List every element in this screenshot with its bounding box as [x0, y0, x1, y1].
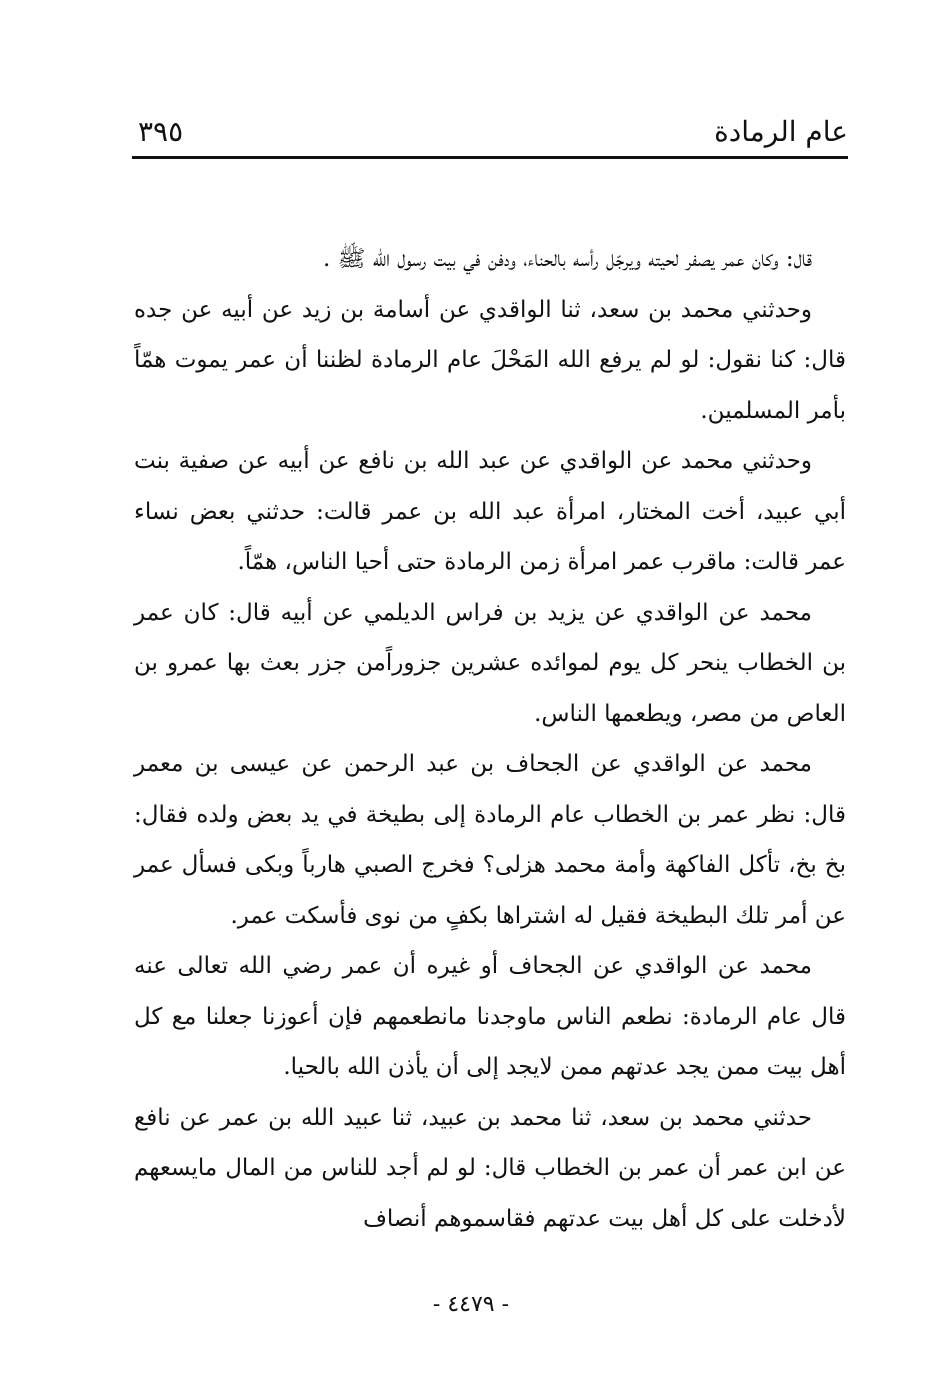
paragraph-7: حدثني محمد بن سعد، ثنا محمد بن عبيد، ثنا عبيد الله بن عمر عن نافع عن ابن عمر أن عمر بن الخطاب قال: لو لم أجد للناس من المال مايسعهم لأدخلت على كل أهل بيت عدتهم فقاسموهم أنصاف [134, 1104, 846, 1232]
paragraph-6: محمد عن الواقدي عن الجحاف أو غيره أن عمر رضي الله تعالى عنه قال عام الرمادة: نطعم الناس ماوجدنا مانطعمهم فإن أعوزنا جعلنا مع كل أهل بيت ممن يجد عدتهم ممن لايجد إلى أن يأذن الله بالحيا. [134, 953, 846, 1080]
paragraph-5: محمد عن الواقدي عن الجحاف بن عبد الرحمن عن عيسى بن معمر قال: نظر عمر بن الخطاب عام الرمادة إلى بطيخة في يد بعض ولده فقال: بخ بخ، تأكل الفاكهة وأمة محمد هزلى؟ فخرج الصبي هارباً وبكى فسأل عمر عن أمر تلك البطيخة فقيل له اشتراها بكفٍ من نوى فأسكت عمر. [134, 751, 846, 929]
header-rule [132, 156, 848, 159]
paragraph-4: محمد عن الواقدي عن يزيد بن فراس الديلمي عن أبيه قال: كان عمر بن الخطاب ينحر كل يوم لموائده عشرين جزوراًمن جزر بعث بها عمرو بن العاص من مصر، ويطعمها الناس. [134, 599, 846, 727]
body-text [134, 234, 846, 1244]
footer-page-number: - ٤٤٧٩ - [432, 1292, 510, 1317]
page-number: ٣٩٥ [138, 115, 184, 148]
paragraph-3: وحدثني محمد عن الواقدي عن عبد الله بن نافع عن أبيه عن صفية بنت أبي عبيد، أخت المختار، امرأة عبد الله بن عمر قالت: حدثني بعض نساء عمر قالت: ماقرب عمر امرأة زمن الرمادة حتى أحيا الناس، همّاً. [134, 448, 846, 575]
running-title: عام الرمادة [714, 115, 848, 148]
running-header [132, 112, 848, 160]
paragraph-2: وحدثني محمد بن سعد، ثنا الواقدي عن أسامة بن زيد عن أبيه عن جده قال: كنا نقول: لو لم يرفع الله المَحْلَ عام الرمادة لظننا أن عمر يموت همّاً بأمر المسلمين. [134, 296, 846, 424]
paragraph-1: قال: وكان عمر يصفر لحيته ويرجّل رأسه بالحناء، ودفن في بيت رسول الله ﷺ . [323, 246, 812, 272]
